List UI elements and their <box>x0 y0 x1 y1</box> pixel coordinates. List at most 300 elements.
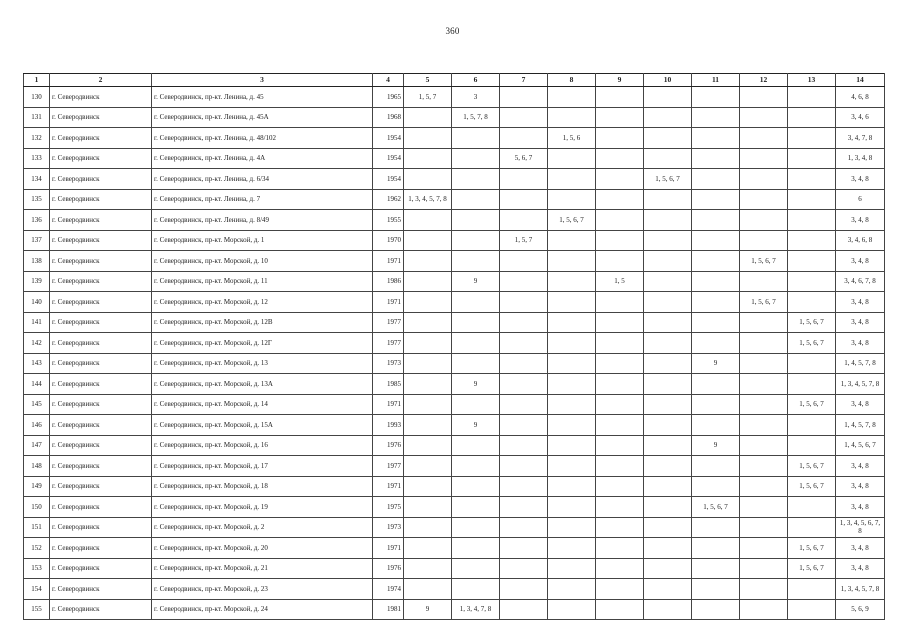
column-header-1: 1 <box>24 74 50 87</box>
col-9-cell <box>596 128 644 149</box>
col-13-cell <box>788 251 836 272</box>
settlement-cell: г. Северодвинск <box>50 148 152 169</box>
col-5-cell: 9 <box>404 599 452 620</box>
col-11-cell <box>692 251 740 272</box>
col-9-cell <box>596 333 644 354</box>
col-8-cell <box>548 230 596 251</box>
col-12-cell <box>740 107 788 128</box>
year-built-cell: 1971 <box>373 394 404 415</box>
table-row <box>24 599 885 620</box>
col-11-cell <box>692 415 740 436</box>
col-10-cell <box>644 87 692 108</box>
col-5-cell <box>404 230 452 251</box>
col-6-cell <box>452 169 500 190</box>
table-row <box>24 456 885 477</box>
page-number: 360 <box>445 26 460 36</box>
settlement-cell: г. Северодвинск <box>50 538 152 559</box>
col-10-cell <box>644 333 692 354</box>
table-row <box>24 107 885 128</box>
col-11-cell <box>692 312 740 333</box>
year-built-cell: 1971 <box>373 251 404 272</box>
col-14-cell: 1, 3, 4, 5, 7, 8 <box>836 579 885 600</box>
col-13-cell <box>788 435 836 456</box>
table-row <box>24 333 885 354</box>
col-10-cell <box>644 374 692 395</box>
col-6-cell <box>452 558 500 579</box>
address-cell: г. Северодвинск, пр-кт. Ленина, д. 48/102 <box>152 128 373 149</box>
year-built-cell: 1973 <box>373 353 404 374</box>
col-8-cell <box>548 558 596 579</box>
col-12-cell <box>740 497 788 518</box>
col-5-cell <box>404 394 452 415</box>
col-6-cell <box>452 497 500 518</box>
col-9-cell <box>596 210 644 231</box>
col-6-cell <box>452 312 500 333</box>
col-12-cell <box>740 435 788 456</box>
col-12-cell <box>740 538 788 559</box>
col-12-cell <box>740 517 788 538</box>
col-6-cell <box>452 579 500 600</box>
col-8-cell <box>548 169 596 190</box>
address-cell: г. Северодвинск, пр-кт. Морской, д. 13 <box>152 353 373 374</box>
col-5-cell <box>404 251 452 272</box>
col-13-cell <box>788 497 836 518</box>
row-number-cell: 147 <box>24 435 50 456</box>
col-10-cell <box>644 312 692 333</box>
col-9-cell <box>596 312 644 333</box>
col-13-cell <box>788 599 836 620</box>
table-row <box>24 251 885 272</box>
col-14-cell: 3, 4, 8 <box>836 476 885 497</box>
col-10-cell <box>644 292 692 313</box>
year-built-cell: 1971 <box>373 292 404 313</box>
col-13-cell <box>788 148 836 169</box>
col-6-cell <box>452 189 500 210</box>
table-body <box>24 87 885 620</box>
col-7-cell <box>500 353 548 374</box>
col-6-cell <box>452 476 500 497</box>
row-number-cell: 140 <box>24 292 50 313</box>
address-cell: г. Северодвинск, пр-кт. Ленина, д. 8/49 <box>152 210 373 231</box>
header-row <box>24 74 885 87</box>
settlement-cell: г. Северодвинск <box>50 579 152 600</box>
col-8-cell <box>548 415 596 436</box>
row-number-cell: 130 <box>24 87 50 108</box>
settlement-cell: г. Северодвинск <box>50 558 152 579</box>
col-8-cell <box>548 292 596 313</box>
col-6-cell <box>452 148 500 169</box>
col-11-cell <box>692 230 740 251</box>
col-12-cell: 1, 5, 6, 7 <box>740 292 788 313</box>
col-14-cell: 3, 4, 8 <box>836 558 885 579</box>
col-13-cell <box>788 579 836 600</box>
column-header-7: 7 <box>500 74 548 87</box>
col-7-cell <box>500 87 548 108</box>
settlement-cell: г. Северодвинск <box>50 456 152 477</box>
col-12-cell <box>740 128 788 149</box>
settlement-cell: г. Северодвинск <box>50 476 152 497</box>
col-12-cell <box>740 353 788 374</box>
column-header-5: 5 <box>404 74 452 87</box>
col-9-cell <box>596 599 644 620</box>
col-10-cell <box>644 476 692 497</box>
col-11-cell <box>692 271 740 292</box>
address-cell: г. Северодвинск, пр-кт. Морской, д. 14 <box>152 394 373 415</box>
col-10-cell <box>644 353 692 374</box>
col-9-cell <box>596 517 644 538</box>
year-built-cell: 1981 <box>373 599 404 620</box>
row-number-cell: 155 <box>24 599 50 620</box>
col-10-cell <box>644 435 692 456</box>
settlement-cell: г. Северодвинск <box>50 87 152 108</box>
col-12-cell <box>740 579 788 600</box>
col-11-cell <box>692 87 740 108</box>
col-6-cell <box>452 456 500 477</box>
col-6-cell <box>452 353 500 374</box>
col-13-cell <box>788 374 836 395</box>
col-12-cell <box>740 394 788 415</box>
column-header-4: 4 <box>373 74 404 87</box>
col-11-cell <box>692 538 740 559</box>
row-number-cell: 154 <box>24 579 50 600</box>
year-built-cell: 1977 <box>373 333 404 354</box>
address-cell: г. Северодвинск, пр-кт. Морской, д. 10 <box>152 251 373 272</box>
settlement-cell: г. Северодвинск <box>50 374 152 395</box>
col-5-cell <box>404 312 452 333</box>
col-6-cell <box>452 333 500 354</box>
address-cell: г. Северодвинск, пр-кт. Морской, д. 23 <box>152 579 373 600</box>
col-12-cell <box>740 476 788 497</box>
address-cell: г. Северодвинск, пр-кт. Морской, д. 18 <box>152 476 373 497</box>
col-10-cell <box>644 251 692 272</box>
year-built-cell: 1971 <box>373 538 404 559</box>
col-11-cell <box>692 107 740 128</box>
column-header-12: 12 <box>740 74 788 87</box>
settlement-cell: г. Северодвинск <box>50 292 152 313</box>
row-number-cell: 146 <box>24 415 50 436</box>
table-row <box>24 394 885 415</box>
col-8-cell <box>548 333 596 354</box>
col-13-cell: 1, 5, 6, 7 <box>788 333 836 354</box>
col-8-cell <box>548 374 596 395</box>
col-5-cell <box>404 435 452 456</box>
col-12-cell <box>740 169 788 190</box>
col-7-cell <box>500 394 548 415</box>
col-9-cell <box>596 87 644 108</box>
col-8-cell: 1, 5, 6 <box>548 128 596 149</box>
table-row <box>24 292 885 313</box>
settlement-cell: г. Северодвинск <box>50 271 152 292</box>
year-built-cell: 1954 <box>373 128 404 149</box>
address-cell: г. Северодвинск, пр-кт. Морской, д. 1 <box>152 230 373 251</box>
table-row <box>24 353 885 374</box>
col-12-cell <box>740 456 788 477</box>
col-6-cell <box>452 230 500 251</box>
col-13-cell: 1, 5, 6, 7 <box>788 312 836 333</box>
table-row <box>24 128 885 149</box>
col-14-cell: 3, 4, 6, 8 <box>836 230 885 251</box>
year-built-cell: 1986 <box>373 271 404 292</box>
col-6-cell: 1, 5, 7, 8 <box>452 107 500 128</box>
col-13-cell <box>788 271 836 292</box>
col-14-cell: 1, 4, 5, 7, 8 <box>836 415 885 436</box>
table-row <box>24 230 885 251</box>
address-cell: г. Северодвинск, пр-кт. Морской, д. 2 <box>152 517 373 538</box>
column-header-2: 2 <box>50 74 152 87</box>
col-7-cell <box>500 312 548 333</box>
year-built-cell: 1965 <box>373 87 404 108</box>
col-13-cell <box>788 210 836 231</box>
col-9-cell <box>596 456 644 477</box>
col-7-cell <box>500 579 548 600</box>
col-13-cell: 1, 5, 6, 7 <box>788 456 836 477</box>
table-row <box>24 312 885 333</box>
col-8-cell <box>548 394 596 415</box>
col-7-cell <box>500 333 548 354</box>
address-cell: г. Северодвинск, пр-кт. Ленина, д. 4А <box>152 148 373 169</box>
col-9-cell <box>596 415 644 436</box>
col-5-cell <box>404 292 452 313</box>
col-9-cell <box>596 497 644 518</box>
col-12-cell <box>740 189 788 210</box>
table-row <box>24 517 885 538</box>
year-built-cell: 1968 <box>373 107 404 128</box>
col-12-cell <box>740 558 788 579</box>
col-11-cell <box>692 599 740 620</box>
settlement-cell: г. Северодвинск <box>50 169 152 190</box>
col-9-cell <box>596 251 644 272</box>
col-8-cell <box>548 476 596 497</box>
table-row <box>24 435 885 456</box>
col-7-cell <box>500 169 548 190</box>
address-cell: г. Северодвинск, пр-кт. Ленина, д. 6/34 <box>152 169 373 190</box>
col-13-cell <box>788 292 836 313</box>
col-11-cell <box>692 210 740 231</box>
col-13-cell: 1, 5, 6, 7 <box>788 394 836 415</box>
col-5-cell <box>404 497 452 518</box>
settlement-cell: г. Северодвинск <box>50 435 152 456</box>
col-14-cell: 3, 4, 8 <box>836 456 885 477</box>
col-5-cell <box>404 169 452 190</box>
col-9-cell <box>596 107 644 128</box>
col-8-cell <box>548 517 596 538</box>
settlement-cell: г. Северодвинск <box>50 599 152 620</box>
table-row <box>24 497 885 518</box>
col-14-cell: 3, 4, 8 <box>836 292 885 313</box>
col-7-cell <box>500 128 548 149</box>
col-6-cell <box>452 251 500 272</box>
col-14-cell: 3, 4, 6 <box>836 107 885 128</box>
col-14-cell: 1, 3, 4, 8 <box>836 148 885 169</box>
col-10-cell <box>644 189 692 210</box>
col-10-cell <box>644 415 692 436</box>
row-number-cell: 151 <box>24 517 50 538</box>
col-14-cell: 3, 4, 8 <box>836 394 885 415</box>
col-11-cell <box>692 374 740 395</box>
col-7-cell <box>500 271 548 292</box>
row-number-cell: 153 <box>24 558 50 579</box>
row-number-cell: 133 <box>24 148 50 169</box>
row-number-cell: 142 <box>24 333 50 354</box>
year-built-cell: 1976 <box>373 558 404 579</box>
col-13-cell <box>788 87 836 108</box>
col-8-cell <box>548 271 596 292</box>
col-10-cell <box>644 271 692 292</box>
col-7-cell: 1, 5, 7 <box>500 230 548 251</box>
year-built-cell: 1976 <box>373 435 404 456</box>
address-cell: г. Северодвинск, пр-кт. Морской, д. 20 <box>152 538 373 559</box>
col-8-cell <box>548 456 596 477</box>
col-14-cell: 1, 4, 5, 7, 8 <box>836 353 885 374</box>
column-header-3: 3 <box>152 74 373 87</box>
col-7-cell <box>500 538 548 559</box>
col-14-cell: 3, 4, 8 <box>836 251 885 272</box>
settlement-cell: г. Северодвинск <box>50 312 152 333</box>
col-8-cell <box>548 87 596 108</box>
col-10-cell <box>644 538 692 559</box>
col-6-cell: 3 <box>452 87 500 108</box>
col-11-cell <box>692 476 740 497</box>
col-7-cell <box>500 558 548 579</box>
col-8-cell <box>548 538 596 559</box>
row-number-cell: 135 <box>24 189 50 210</box>
col-5-cell <box>404 517 452 538</box>
year-built-cell: 1962 <box>373 189 404 210</box>
col-8-cell <box>548 107 596 128</box>
col-14-cell: 1, 4, 5, 6, 7 <box>836 435 885 456</box>
col-8-cell: 1, 5, 6, 7 <box>548 210 596 231</box>
address-cell: г. Северодвинск, пр-кт. Морской, д. 16 <box>152 435 373 456</box>
column-header-9: 9 <box>596 74 644 87</box>
col-10-cell <box>644 394 692 415</box>
col-8-cell <box>548 189 596 210</box>
col-11-cell <box>692 456 740 477</box>
col-5-cell <box>404 128 452 149</box>
settlement-cell: г. Северодвинск <box>50 251 152 272</box>
col-5-cell <box>404 353 452 374</box>
address-cell: г. Северодвинск, пр-кт. Морской, д. 12Г <box>152 333 373 354</box>
row-number-cell: 131 <box>24 107 50 128</box>
col-12-cell <box>740 415 788 436</box>
table-row <box>24 271 885 292</box>
col-5-cell <box>404 271 452 292</box>
col-10-cell <box>644 599 692 620</box>
col-9-cell <box>596 353 644 374</box>
year-built-cell: 1954 <box>373 148 404 169</box>
col-11-cell <box>692 558 740 579</box>
col-14-cell: 5, 6, 9 <box>836 599 885 620</box>
col-12-cell <box>740 599 788 620</box>
col-8-cell <box>548 312 596 333</box>
address-cell: г. Северодвинск, пр-кт. Морской, д. 19 <box>152 497 373 518</box>
col-14-cell: 3, 4, 8 <box>836 538 885 559</box>
col-12-cell <box>740 312 788 333</box>
address-cell: г. Северодвинск, пр-кт. Морской, д. 15А <box>152 415 373 436</box>
col-10-cell <box>644 579 692 600</box>
col-7-cell <box>500 415 548 436</box>
year-built-cell: 1973 <box>373 517 404 538</box>
col-10-cell <box>644 128 692 149</box>
col-11-cell: 1, 5, 6, 7 <box>692 497 740 518</box>
col-5-cell: 1, 5, 7 <box>404 87 452 108</box>
col-7-cell <box>500 210 548 231</box>
col-14-cell: 4, 6, 8 <box>836 87 885 108</box>
col-13-cell <box>788 415 836 436</box>
address-cell: г. Северодвинск, пр-кт. Морской, д. 24 <box>152 599 373 620</box>
settlement-cell: г. Северодвинск <box>50 230 152 251</box>
col-11-cell: 9 <box>692 353 740 374</box>
col-6-cell <box>452 538 500 559</box>
col-13-cell <box>788 128 836 149</box>
col-5-cell <box>404 333 452 354</box>
address-cell: г. Северодвинск, пр-кт. Ленина, д. 7 <box>152 189 373 210</box>
col-5-cell: 1, 3, 4, 5, 7, 8 <box>404 189 452 210</box>
col-6-cell: 1, 3, 4, 7, 8 <box>452 599 500 620</box>
col-12-cell <box>740 333 788 354</box>
col-9-cell <box>596 538 644 559</box>
col-6-cell <box>452 435 500 456</box>
year-built-cell: 1985 <box>373 374 404 395</box>
year-built-cell: 1993 <box>373 415 404 436</box>
column-header-8: 8 <box>548 74 596 87</box>
row-number-cell: 149 <box>24 476 50 497</box>
address-cell: г. Северодвинск, пр-кт. Морской, д. 12В <box>152 312 373 333</box>
col-12-cell <box>740 271 788 292</box>
col-10-cell <box>644 107 692 128</box>
settlement-cell: г. Северодвинск <box>50 128 152 149</box>
row-number-cell: 148 <box>24 456 50 477</box>
col-9-cell <box>596 558 644 579</box>
col-14-cell: 3, 4, 8 <box>836 333 885 354</box>
col-10-cell <box>644 210 692 231</box>
col-8-cell <box>548 148 596 169</box>
col-6-cell <box>452 394 500 415</box>
row-number-cell: 137 <box>24 230 50 251</box>
col-9-cell <box>596 476 644 497</box>
col-13-cell <box>788 517 836 538</box>
col-6-cell <box>452 210 500 231</box>
year-built-cell: 1971 <box>373 476 404 497</box>
col-8-cell <box>548 353 596 374</box>
col-14-cell: 3, 4, 8 <box>836 312 885 333</box>
col-9-cell: 1, 5 <box>596 271 644 292</box>
col-14-cell: 6 <box>836 189 885 210</box>
col-7-cell <box>500 107 548 128</box>
settlement-cell: г. Северодвинск <box>50 189 152 210</box>
col-11-cell <box>692 333 740 354</box>
col-7-cell <box>500 251 548 272</box>
col-12-cell <box>740 210 788 231</box>
table-row <box>24 538 885 559</box>
col-5-cell <box>404 374 452 395</box>
col-10-cell <box>644 456 692 477</box>
col-11-cell <box>692 579 740 600</box>
col-6-cell <box>452 292 500 313</box>
col-7-cell <box>500 456 548 477</box>
row-number-cell: 150 <box>24 497 50 518</box>
column-header-6: 6 <box>452 74 500 87</box>
address-cell: г. Северодвинск, пр-кт. Морской, д. 17 <box>152 456 373 477</box>
settlement-cell: г. Северодвинск <box>50 210 152 231</box>
col-13-cell <box>788 169 836 190</box>
column-header-10: 10 <box>644 74 692 87</box>
col-11-cell <box>692 148 740 169</box>
row-number-cell: 145 <box>24 394 50 415</box>
year-built-cell: 1954 <box>373 169 404 190</box>
address-cell: г. Северодвинск, пр-кт. Морской, д. 12 <box>152 292 373 313</box>
col-14-cell: 3, 4, 8 <box>836 497 885 518</box>
col-8-cell <box>548 579 596 600</box>
